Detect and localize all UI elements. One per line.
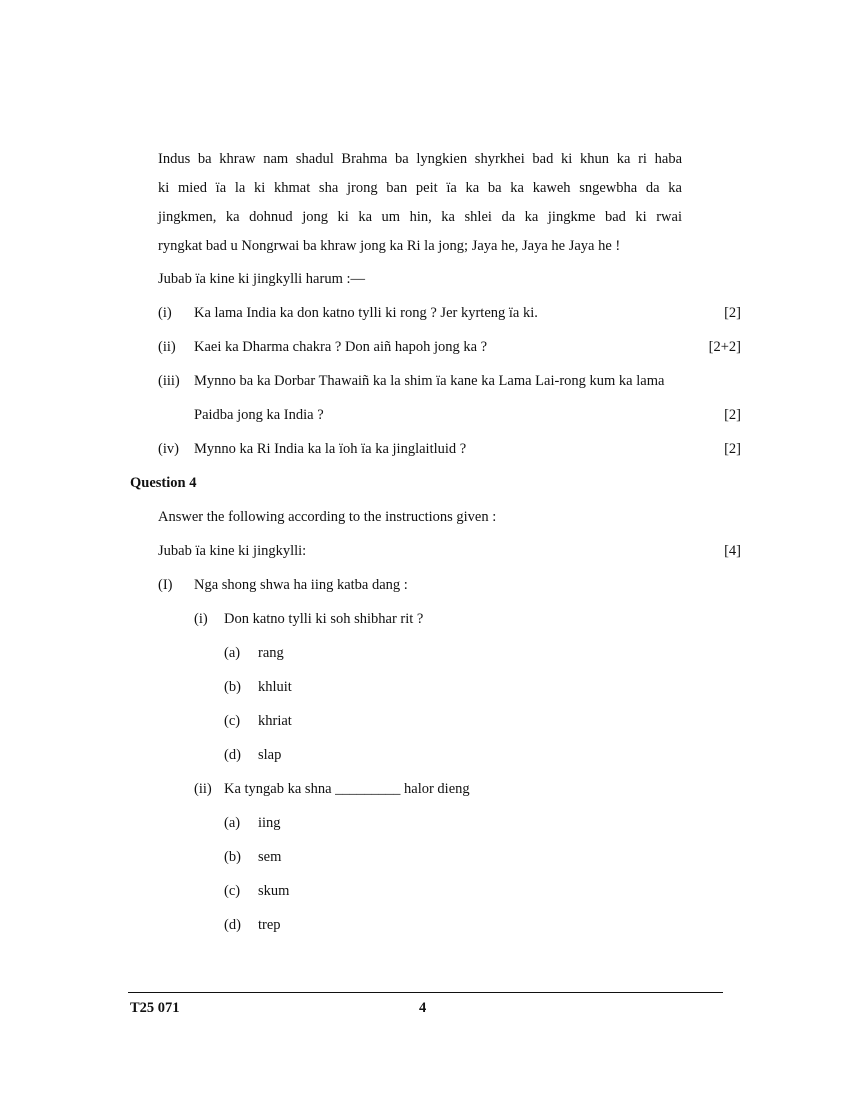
question-text: Mynno ba ka Dorbar Thawaiñ ka la shim ïa kane ka Lama Lai-rong kum ka lama xyxy=(194,373,665,389)
item-text: Don katno tylli ki soh shibhar rit ? xyxy=(224,611,424,627)
option-text: trep xyxy=(258,917,281,933)
question-marks: [4] xyxy=(724,543,741,559)
question-text: Mynno ka Ri India ka la ïoh ïa ka jinglaitluid ? xyxy=(194,441,467,457)
passage-line: ki mied ïa la ki khmat sha jrong ban peit ïa ka ba ka kaweh sngewbha da ka xyxy=(158,180,682,196)
option-label: (a) xyxy=(224,645,241,661)
question-text: Kaei ka Dharma chakra ? Don aiñ hapoh jong ka ? xyxy=(194,339,488,355)
option-label: (d) xyxy=(224,747,241,763)
page-number: 4 xyxy=(419,1000,427,1016)
option-label: (c) xyxy=(224,883,241,899)
paper-code: T25 071 xyxy=(130,1000,180,1016)
passage-line: ryngkat bad u Nongrwai ba khraw jong ka Ri la jong; Jaya he, Jaya he Jaya he ! xyxy=(158,238,621,254)
question-marks: [2] xyxy=(724,407,741,423)
instruction-english: Answer the following according to the instructions given : xyxy=(158,509,497,525)
question-text-continued: Paidba jong ka India ? xyxy=(194,407,324,423)
passage-line: Indus ba khraw nam shadul Brahma ba lyngkien shyrkhei bad ki khun ka ri haba xyxy=(158,151,682,167)
item-number: (ii) xyxy=(194,781,212,797)
option-label: (d) xyxy=(224,917,241,933)
option-label: (b) xyxy=(224,679,241,695)
option-text: slap xyxy=(258,747,282,763)
option-label: (a) xyxy=(224,815,241,831)
question-marks: [2] xyxy=(724,441,741,457)
question-marks: [2] xyxy=(724,305,741,321)
section-text: Nga shong shwa ha iing katba dang : xyxy=(194,577,408,593)
question-number: (i) xyxy=(158,305,172,321)
question-number: (iii) xyxy=(158,373,180,389)
question-marks: [2+2] xyxy=(708,339,741,355)
instruction: Jubab ïa kine ki jingkylli harum :— xyxy=(158,271,366,287)
instruction-khasi: Jubab ïa kine ki jingkylli: xyxy=(158,543,307,559)
question-number: (iv) xyxy=(158,441,179,457)
option-text: khriat xyxy=(258,713,292,729)
item-text: Ka tyngab ka shna _________ halor dieng xyxy=(224,781,470,797)
option-text: skum xyxy=(258,883,290,899)
item-number: (i) xyxy=(194,611,208,627)
option-text: rang xyxy=(258,645,284,661)
option-label: (b) xyxy=(224,849,241,865)
option-text: khluit xyxy=(258,679,292,695)
option-text: iing xyxy=(258,815,281,831)
option-label: (c) xyxy=(224,713,241,729)
passage-line: jingkmen, ka dohnud jong ki ka um hin, ka shlei da ka jingkme bad ki rwai xyxy=(158,209,682,225)
question-text: Ka lama India ka don katno tylli ki rong ? Jer kyrteng ïa ki. xyxy=(194,305,538,321)
question-number: (ii) xyxy=(158,339,176,355)
option-text: sem xyxy=(258,849,282,865)
question-heading: Question 4 xyxy=(130,475,197,491)
section-number: (I) xyxy=(158,577,173,593)
footer-rule xyxy=(128,992,723,993)
